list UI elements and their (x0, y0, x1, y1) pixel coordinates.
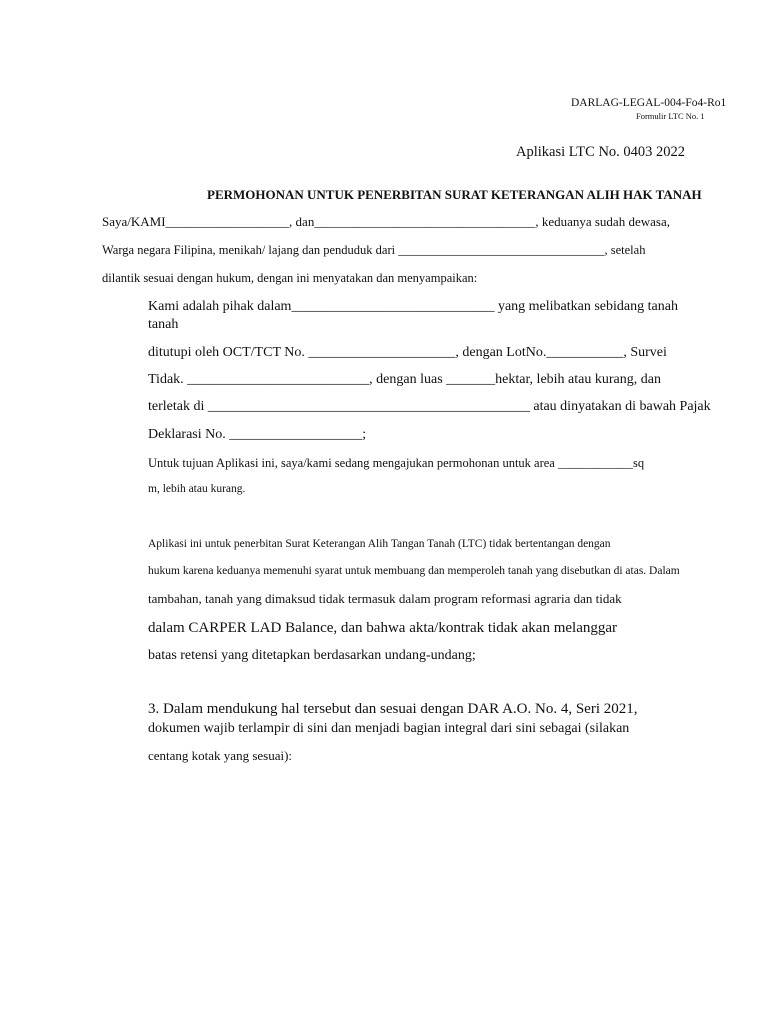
section1-line-4: Tidak. __________________________, dengan luas _______hektar, lebih atau kurang, dan (148, 372, 661, 387)
section2-line-2: hukum karena keduanya memenuhi syarat untuk membuang dan memperoleh tanah yang disebutkan di atas. Dalam (148, 565, 680, 577)
section1-line-6: Deklarasi No. ___________________; (148, 427, 367, 442)
section2-line-1: Aplikasi ini untuk penerbitan Surat Keterangan Alih Tangan Tanah (LTC) tidak bertentangan dengan (148, 538, 611, 550)
application-number: Aplikasi LTC No. 0403 2022 (516, 144, 686, 160)
section1-line-8: m, lebih atau kurang. (148, 483, 246, 495)
intro-line-3: dilantik sesuai dengan hukum, dengan ini menyatakan dan menyampaikan: (102, 271, 478, 285)
section1-line-2: tanah (148, 317, 179, 332)
form-subtitle: Formulir LTC No. 1 (636, 111, 705, 121)
form-code: DARLAG-LEGAL-004-Fo4-Ro1 (571, 97, 727, 109)
section3-line-2: dokumen wajib terlampir di sini dan menjadi bagian integral dari sini sebagai (silakan (148, 721, 630, 736)
section2-line-3: tambahan, tanah yang dimaksud tidak termasuk dalam program reformasi agraria dan tidak (148, 591, 622, 606)
section1-line-5: terletak di ______________________________________________ atau dinyatakan di bawah Pajak (148, 399, 711, 414)
document-title: PERMOHONAN UNTUK PENERBITAN SURAT KETERANGAN ALIH HAK TANAH (207, 187, 702, 202)
section2-line-4: dalam CARPER LAD Balance, dan bahwa akta/kontrak tidak akan melanggar (148, 620, 618, 636)
section2-line-5: batas retensi yang ditetapkan berdasarkan undang-undang; (148, 648, 476, 663)
section3-line-3: centang kotak yang sesuai): (148, 748, 293, 763)
section1-line-7: Untuk tujuan Aplikasi ini, saya/kami sedang mengajukan permohonan untuk area ____________sq (148, 456, 645, 470)
section1-line-1: Kami adalah pihak dalam_____________________________ yang melibatkan sebidang tanah (148, 299, 678, 314)
intro-line-2: Warga negara Filipina, menikah/ lajang dan penduduk dari _________________________________, setelah (102, 243, 646, 257)
section1-line-3: ditutupi oleh OCT/TCT No. _____________________, dengan LotNo.___________, Survei (148, 345, 667, 360)
intro-line-1: Saya/KAMI___________________, dan__________________________________, keduanya sudah dewasa, (102, 214, 670, 229)
section3-line-1: 3. Dalam mendukung hal tersebut dan sesuai dengan DAR A.O. No. 4, Seri 2021, (148, 701, 638, 717)
